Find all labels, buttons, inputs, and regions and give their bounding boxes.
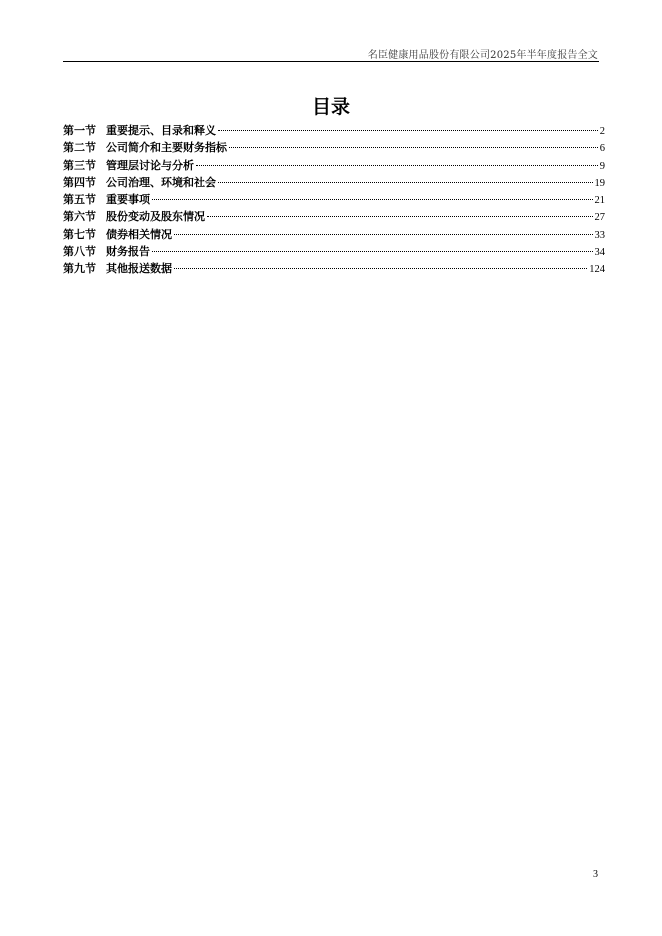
- toc-page-number: 19: [594, 177, 605, 189]
- toc-section-number: 第七节: [63, 227, 96, 241]
- table-of-contents: [63, 122, 605, 278]
- toc-page-number: 21: [594, 195, 605, 207]
- toc-entry[interactable]: [63, 157, 605, 174]
- toc-section-number: 第九节: [63, 262, 96, 276]
- toc-entry[interactable]: [63, 191, 605, 208]
- toc-entry[interactable]: [63, 139, 605, 156]
- dot-leader: [174, 268, 587, 269]
- toc-section-number: 第一节: [63, 124, 96, 137]
- toc-section-number: 第六节: [63, 210, 96, 224]
- toc-section-title: 股份变动及股东情况: [106, 210, 205, 224]
- toc-section-title: 公司治理、环境和社会: [106, 175, 216, 189]
- toc-entry[interactable]: [63, 122, 605, 139]
- toc-entry[interactable]: [63, 260, 605, 277]
- toc-section-number: 第五节: [63, 193, 96, 207]
- dot-leader: [174, 234, 593, 235]
- toc-section-title: 债券相关情况: [106, 227, 172, 241]
- toc-entry[interactable]: [63, 226, 605, 243]
- dot-leader: [196, 165, 598, 166]
- dot-leader: [229, 147, 598, 148]
- dot-leader: [152, 199, 593, 200]
- toc-page-number: 33: [594, 229, 605, 241]
- toc-page-number: 6: [599, 143, 605, 155]
- dot-leader: [218, 130, 598, 131]
- footer-page-number: 3: [593, 869, 598, 880]
- dot-leader: [152, 251, 593, 252]
- toc-section-number: 第二节: [63, 141, 96, 155]
- page-header: 名臣健康用品股份有限公司2025年半年度报告全文: [367, 50, 598, 61]
- toc-section-title: 重要提示、目录和释义: [106, 124, 216, 137]
- toc-page-number: 2: [599, 126, 605, 137]
- page-title: 目录: [311, 96, 350, 118]
- toc-section-title: 重要事项: [106, 193, 150, 207]
- toc-page-number: 9: [599, 160, 605, 172]
- toc-section-title: 公司简介和主要财务指标: [106, 141, 227, 155]
- dot-leader: [218, 182, 593, 183]
- header-divider: [63, 61, 599, 62]
- toc-section-number: 第四节: [63, 175, 96, 189]
- toc-entry[interactable]: [63, 243, 605, 260]
- toc-page-number: 34: [594, 247, 605, 259]
- dot-leader: [207, 216, 593, 217]
- toc-page-number: 124: [589, 264, 605, 276]
- toc-section-number: 第八节: [63, 245, 96, 259]
- toc-entry[interactable]: [63, 208, 605, 225]
- toc-section-title: 财务报告: [106, 245, 150, 259]
- toc-section-number: 第三节: [63, 158, 96, 172]
- toc-page-number: 27: [594, 212, 605, 224]
- toc-section-title: 其他报送数据: [106, 262, 172, 276]
- toc-section-title: 管理层讨论与分析: [106, 158, 194, 172]
- toc-entry[interactable]: [63, 174, 605, 191]
